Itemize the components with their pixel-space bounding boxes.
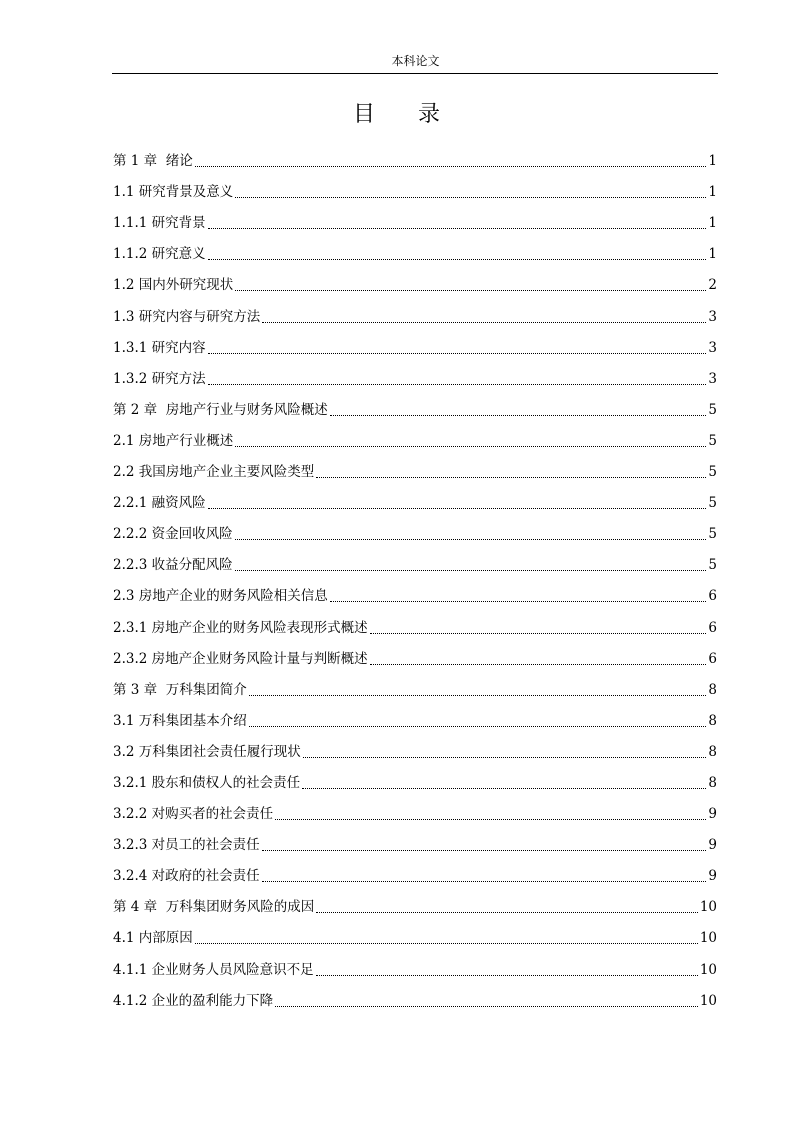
toc-entry-page: 10 xyxy=(699,930,717,947)
toc-entry-page: 1 xyxy=(708,246,717,263)
toc-entry[interactable] xyxy=(113,887,717,918)
toc-entry-page: 2 xyxy=(708,277,717,294)
toc-leader-dots xyxy=(262,316,706,323)
toc-entry[interactable] xyxy=(113,670,717,701)
toc-entry-label: 3.2.2 对购买者的社会责任 xyxy=(113,806,274,823)
toc-entry[interactable] xyxy=(113,421,717,452)
toc-entry-page: 10 xyxy=(699,961,717,978)
toc-entry[interactable] xyxy=(113,483,717,514)
toc-entry[interactable] xyxy=(113,981,717,1012)
toc-entry-page: 8 xyxy=(708,681,717,698)
toc-leader-dots xyxy=(316,471,706,478)
toc-entry-page: 5 xyxy=(708,495,717,512)
toc-entry[interactable] xyxy=(113,732,717,763)
toc-leader-dots xyxy=(370,627,707,634)
toc-entry[interactable] xyxy=(113,234,717,265)
toc-entry-label: 1.1.2 研究意义 xyxy=(113,246,206,263)
toc-entry-label: 2.3.2 房地产企业财务风险计量与判断概述 xyxy=(113,650,368,667)
toc-entry-label: 1.3 研究内容与研究方法 xyxy=(113,308,261,325)
toc-entry-label: 2.2.3 收益分配风险 xyxy=(113,557,233,574)
toc-entry[interactable] xyxy=(113,607,717,638)
toc-entry-label: 3.2 万科集团社会责任履行现状 xyxy=(113,743,301,760)
toc-entry-page: 6 xyxy=(708,619,717,636)
toc-leader-dots xyxy=(208,222,707,229)
toc-entry-label: 1.3.1 研究内容 xyxy=(113,339,206,356)
toc-entry-label: 第 1 章 绪论 xyxy=(113,153,193,170)
toc-entry-page: 1 xyxy=(708,153,717,170)
toc-entry[interactable] xyxy=(113,545,717,576)
toc-entry[interactable] xyxy=(113,328,717,359)
toc-entry-page: 3 xyxy=(708,370,717,387)
toc-leader-dots xyxy=(235,440,706,447)
table-of-contents xyxy=(113,141,717,1012)
toc-leader-dots xyxy=(330,595,707,602)
toc-leader-dots xyxy=(370,658,707,665)
toc-entry-label: 2.1 房地产行业概述 xyxy=(113,432,234,449)
toc-title: 目 录 xyxy=(353,102,458,127)
toc-entry[interactable] xyxy=(113,514,717,545)
toc-entry-label: 1.2 国内外研究现状 xyxy=(113,277,234,294)
toc-entry-label: 2.3 房地产企业的财务风险相关信息 xyxy=(113,588,328,605)
toc-entry-page: 5 xyxy=(708,464,717,481)
toc-leader-dots xyxy=(195,937,698,944)
toc-leader-dots xyxy=(316,969,698,976)
page-header: 本科论文 xyxy=(391,54,440,68)
toc-entry-page: 6 xyxy=(708,650,717,667)
toc-entry-page: 10 xyxy=(699,992,717,1009)
toc-leader-dots xyxy=(208,347,707,354)
toc-entry[interactable] xyxy=(113,794,717,825)
toc-entry[interactable] xyxy=(113,390,717,421)
toc-entry[interactable] xyxy=(113,918,717,949)
toc-leader-dots xyxy=(235,284,706,291)
toc-entry-label: 3.2.4 对政府的社会责任 xyxy=(113,868,260,885)
toc-entry[interactable] xyxy=(113,949,717,980)
toc-entry[interactable] xyxy=(113,825,717,856)
toc-entry-page: 3 xyxy=(708,339,717,356)
toc-entry-page: 1 xyxy=(708,215,717,232)
header-rule xyxy=(112,73,718,74)
toc-entry-label: 1.1.1 研究背景 xyxy=(113,215,206,232)
toc-leader-dots xyxy=(235,564,707,571)
toc-entry[interactable] xyxy=(113,701,717,732)
toc-entry[interactable] xyxy=(113,576,717,607)
toc-leader-dots xyxy=(249,720,707,727)
toc-entry[interactable] xyxy=(113,172,717,203)
toc-entry[interactable] xyxy=(113,856,717,887)
toc-entry-label: 3.2.1 股东和债权人的社会责任 xyxy=(113,774,301,791)
toc-leader-dots xyxy=(302,782,706,789)
toc-leader-dots xyxy=(275,1000,698,1007)
toc-entry[interactable] xyxy=(113,763,717,794)
toc-entry-page: 6 xyxy=(708,588,717,605)
toc-leader-dots xyxy=(316,906,698,913)
toc-leader-dots xyxy=(208,253,707,260)
toc-entry-page: 8 xyxy=(708,774,717,791)
toc-leader-dots xyxy=(330,409,707,416)
toc-entry-page: 1 xyxy=(708,184,717,201)
toc-entry-page: 5 xyxy=(708,401,717,418)
toc-leader-dots xyxy=(303,751,707,758)
toc-entry-label: 4.1 内部原因 xyxy=(113,930,193,947)
toc-entry-label: 4.1.1 企业财务人员风险意识不足 xyxy=(113,961,314,978)
toc-entry-page: 8 xyxy=(708,743,717,760)
toc-entry[interactable] xyxy=(113,359,717,390)
toc-entry-label: 3.2.3 对员工的社会责任 xyxy=(113,837,260,854)
toc-entry-page: 10 xyxy=(699,899,717,916)
toc-leader-dots xyxy=(235,533,707,540)
toc-leader-dots xyxy=(262,844,707,851)
toc-leader-dots xyxy=(275,813,706,820)
toc-entry-label: 4.1.2 企业的盈利能力下降 xyxy=(113,992,274,1009)
toc-entry-label: 2.2.1 融资风险 xyxy=(113,495,206,512)
toc-leader-dots xyxy=(208,502,707,509)
toc-leader-dots xyxy=(208,378,707,385)
toc-entry-label: 1.3.2 研究方法 xyxy=(113,370,206,387)
toc-entry[interactable] xyxy=(113,141,717,172)
toc-entry-page: 5 xyxy=(708,432,717,449)
toc-entry[interactable] xyxy=(113,265,717,296)
toc-entry-label: 2.3.1 房地产企业的财务风险表现形式概述 xyxy=(113,619,368,636)
toc-leader-dots xyxy=(249,689,707,696)
toc-entry-label: 第 4 章 万科集团财务风险的成因 xyxy=(113,899,315,916)
toc-entry[interactable] xyxy=(113,203,717,234)
toc-entry-page: 8 xyxy=(708,712,717,729)
toc-entry-page: 5 xyxy=(708,526,717,543)
toc-entry-label: 第 3 章 万科集团简介 xyxy=(113,681,247,698)
toc-entry[interactable] xyxy=(113,296,717,327)
toc-entry-page: 3 xyxy=(708,308,717,325)
toc-entry-label: 2.2 我国房地产企业主要风险类型 xyxy=(113,464,315,481)
toc-leader-dots xyxy=(235,191,706,198)
toc-leader-dots xyxy=(195,160,707,167)
toc-entry-label: 3.1 万科集团基本介绍 xyxy=(113,712,247,729)
toc-leader-dots xyxy=(262,875,707,882)
toc-entry[interactable] xyxy=(113,452,717,483)
toc-entry-label: 2.2.2 资金回收风险 xyxy=(113,526,233,543)
toc-entry-label: 1.1 研究背景及意义 xyxy=(113,184,234,201)
toc-entry[interactable] xyxy=(113,639,717,670)
toc-entry-page: 5 xyxy=(708,557,717,574)
toc-entry-page: 9 xyxy=(708,868,717,885)
toc-entry-page: 9 xyxy=(708,806,717,823)
toc-entry-page: 9 xyxy=(708,837,717,854)
toc-entry-label: 第 2 章 房地产行业与财务风险概述 xyxy=(113,401,328,418)
